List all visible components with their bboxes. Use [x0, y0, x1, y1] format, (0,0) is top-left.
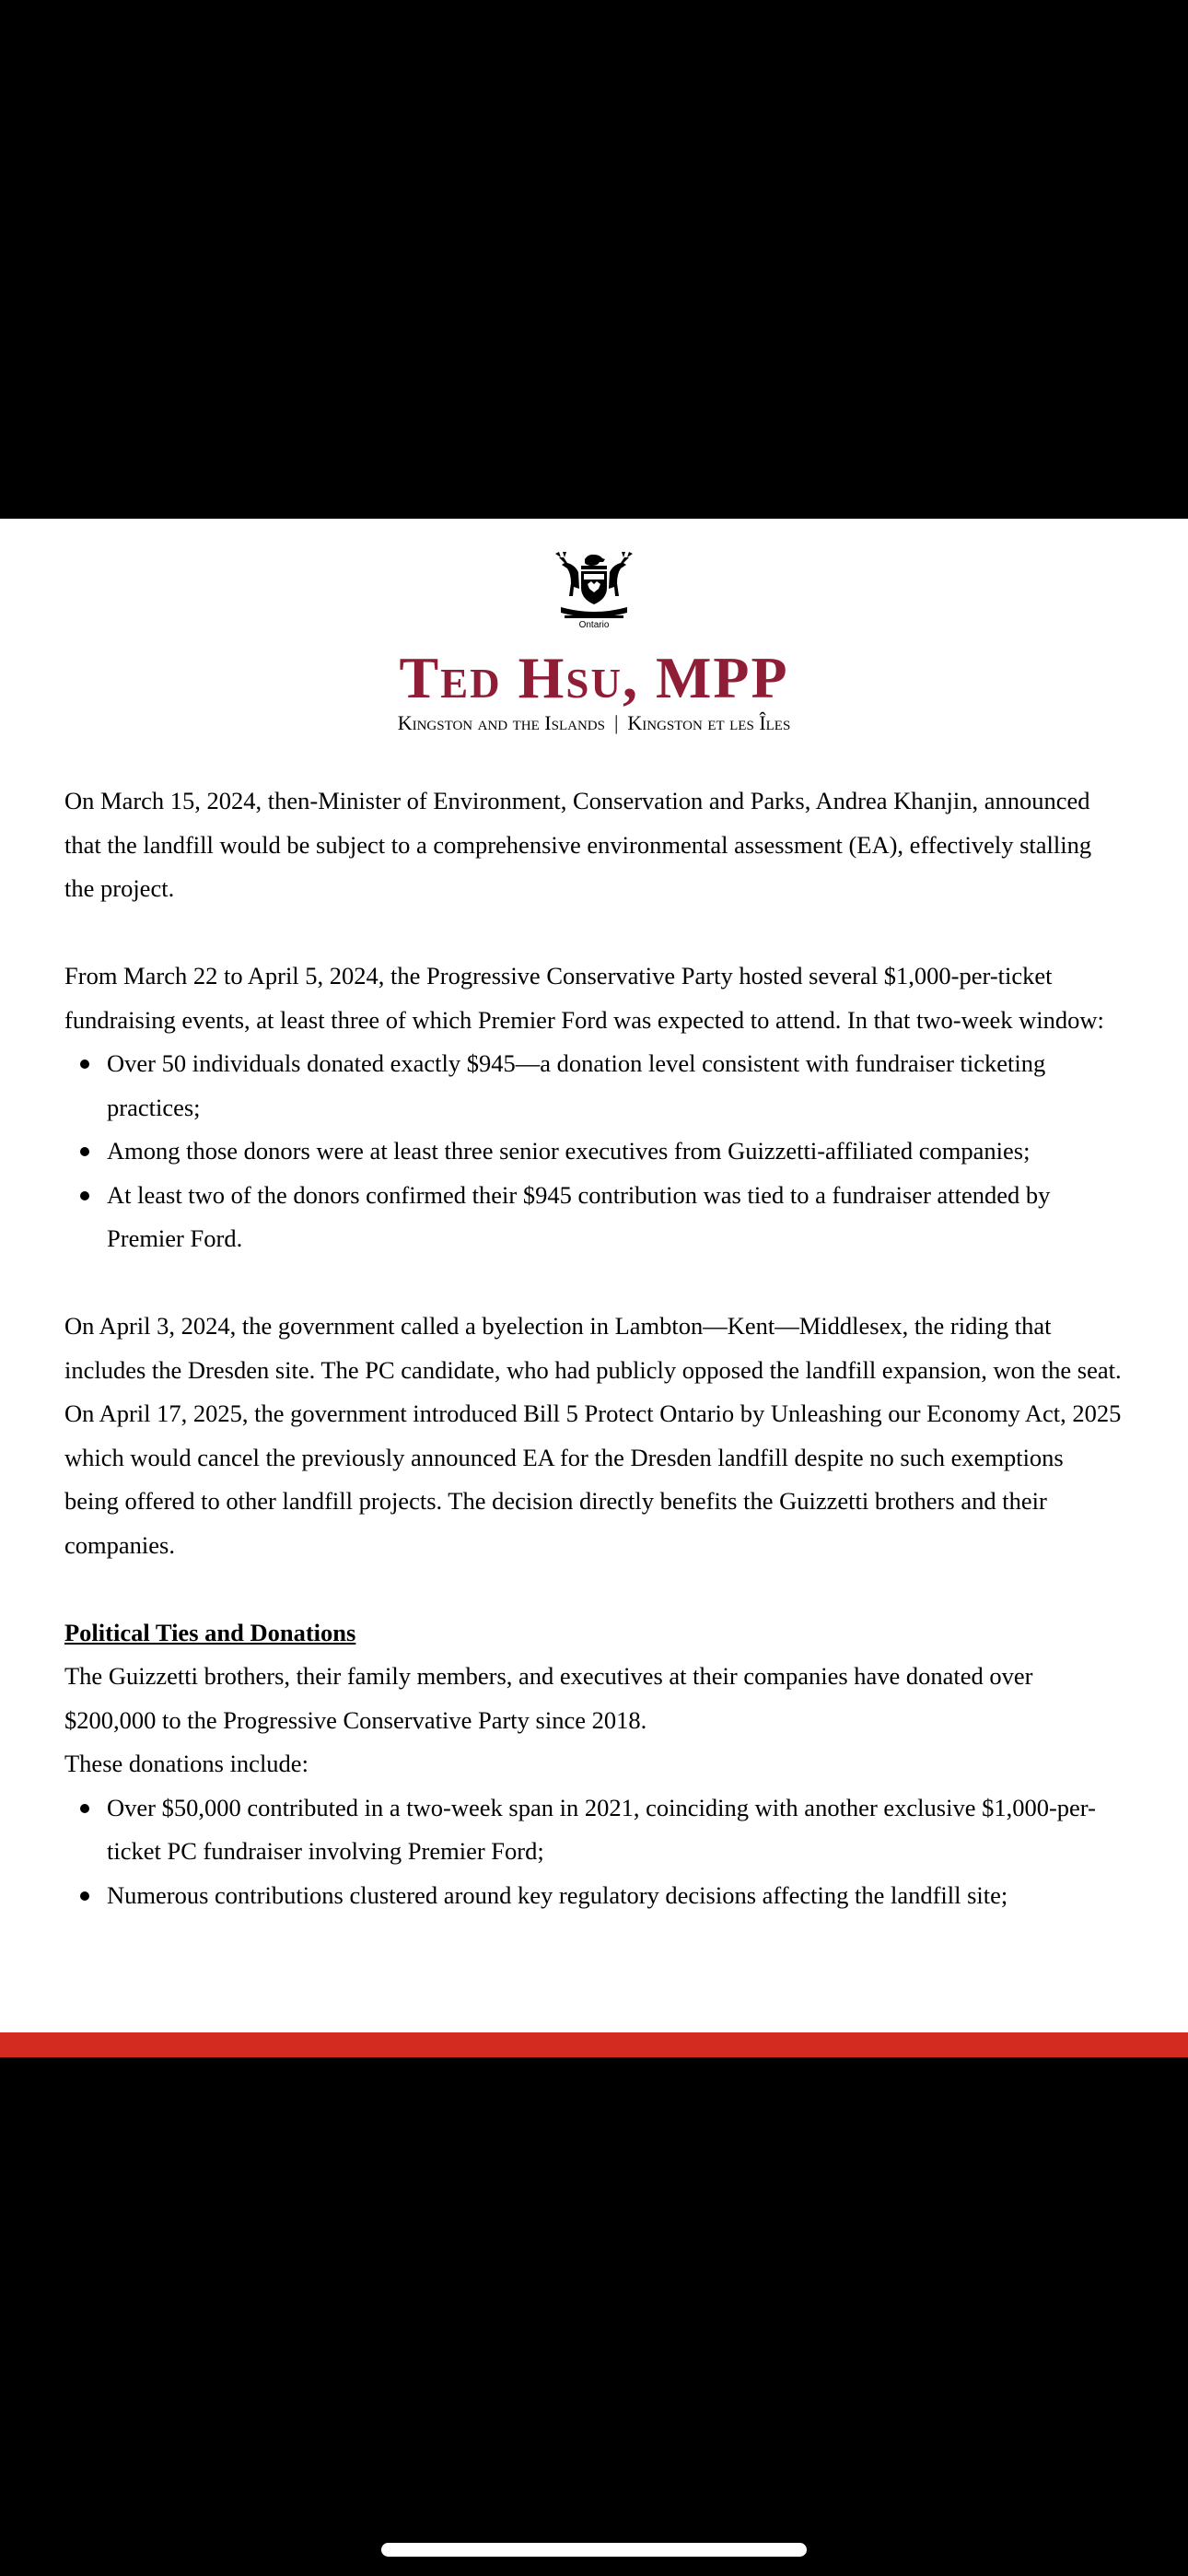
riding-separator: | [613, 711, 619, 734]
paragraph-byelection: On April 3, 2024, the government called a byelection in Lambton—Kent—Middlesex, the riding that includes the Dresden site. The PC candidate, who had publicly opposed the landfill expansion, won the seat. On April 17, 2025, the government introduced Bill 5 Protect Ontario by Unleashing our Economy Act, 2025 which would cancel the previously announced EA for the Dresden landfill despite no such exemptions being offered to other landfill projects. The decision directly benefits the Guizzetti brothers and their companies. [64, 1312, 1122, 1559]
list-item: Over $50,000 contributed in a two-week span in 2021, coinciding with another exclusive $1,000-per-ticket PC fundraiser involving Premier Ford; [107, 1786, 1124, 1874]
riding-french: Kingston et les Îles [627, 711, 791, 734]
bottom-letterbox [0, 2057, 1188, 2576]
list-item: Numerous contributions clustered around key regulatory decisions affecting the landfill site; [107, 1874, 1124, 1918]
paragraph-gap [64, 1567, 1124, 1611]
list-item: Among those donors were at least three senior executives from Guizzetti-affiliated companies; [107, 1130, 1124, 1174]
paragraph-donations-intro: These donations include: [64, 1750, 309, 1777]
paragraph-gap [64, 1261, 1124, 1306]
donation-facts-list [64, 1042, 1124, 1261]
riding-subtitle [0, 710, 1188, 736]
paragraph-ea-announcement: On March 15, 2024, then-Minister of Environment, Conservation and Parks, Andrea Khanjin, announced that the landfill would be subject to a comprehensive environmental assessment (EA), effectively stalling the project. [64, 787, 1092, 902]
paragraph-donations-total: The Guizzetti brothers, their family members, and executives at their companies have donated over $200,000 to the Progressive Conservative Party since 2018. [64, 1662, 1033, 1734]
crest-caption: Ontario [578, 620, 610, 630]
document-page[interactable] [0, 519, 1188, 2032]
paragraph-gap [64, 911, 1124, 955]
list-item: At least two of the donors confirmed their $945 contribution was tied to a fundraiser attended by Premier Ford. [107, 1174, 1124, 1261]
list-item: Over 50 individuals donated exactly $945—a donation level consistent with fundraiser ticketing practices; [107, 1042, 1124, 1130]
donations-list [64, 1786, 1124, 1918]
footer-red-bar [0, 2032, 1188, 2057]
mpp-name-title: Ted Hsu, MPP [399, 645, 789, 710]
top-letterbox [0, 0, 1188, 519]
riding-english: Kingston and the Islands [397, 711, 605, 734]
section-heading: Political Ties and Donations [64, 1618, 356, 1646]
home-indicator[interactable] [381, 2543, 807, 2557]
document-body [64, 779, 1124, 1917]
ontario-coat-of-arms-icon [553, 550, 635, 627]
paragraph-fundraising-events: From March 22 to April 5, 2024, the Progressive Conservative Party hosted several $1,000-per-ticket fundraising events, at least three of which Premier Ford was expected to attend. In that two-week window: [64, 962, 1104, 1034]
